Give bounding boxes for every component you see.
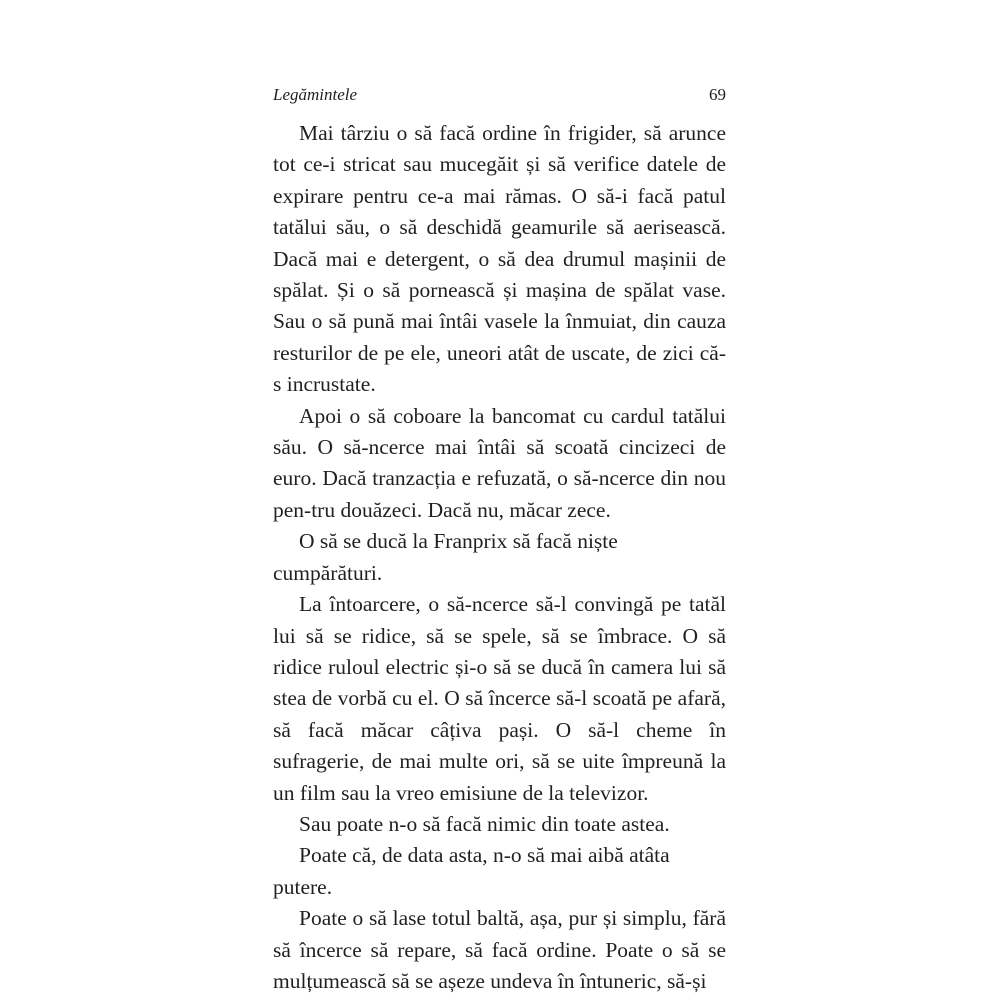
paragraph-maybe-nothing: Sau poate n-o să facă nimic din toate astea. <box>299 811 670 836</box>
running-head <box>273 84 726 110</box>
paragraph-fridge-cleaning: Mai târziu o să facă ordine în frigider, să arunce tot ce-i stricat sau mucegăit și să verifice datele de expirare pentru ce-a mai rămas. O să-i facă patul tatălui său, o să deschidă geamurile să aerisească. Dacă mai e detergent, o să dea drumul mașinii de spălat. Și o să pornească și mașina de spălat vase. Sau o să pună mai întâi vasele la înmuiat, din cauza resturilor de pe ele, uneori atât de uscate, de zici că-s incrustate. <box>273 121 726 397</box>
paragraph-no-strength: Poate că, de data asta, n-o să mai aibă atâta putere. <box>273 843 670 899</box>
paragraph-franprix: O să se ducă la Franprix să facă niște cumpărături. <box>273 529 618 585</box>
paragraph-return-home: La întoarcere, o să-ncerce să-l convingă pe tatăl lui să se ridice, să se spele, să se îmbrace. O să ridice ruloul electric și-o să se ducă în camera lui să stea de vorbă cu el. O să încerce să-l scoată pe afară, să facă măcar câțiva pași. O să-l cheme în sufragerie, de mai multe ori, să se uite împreună la un film sau la vreo emisiune de la televizor. <box>273 592 726 805</box>
body-text <box>273 118 726 997</box>
paragraph-let-go: Poate o să lase totul baltă, așa, pur și simplu, fără să încerce să repare, să facă ordine. Poate o să se mulțumească să se așeze undeva în întuneric, să-și <box>273 906 726 993</box>
paragraph-atm-withdrawal: Apoi o să coboare la bancomat cu cardul tatălui său. O să-ncerce mai întâi să scoată cincizeci de euro. Dacă tranzacția e refuzată, o să-ncerce din nou pen-tru douăzeci. Dacă nu, măcar zece. <box>273 403 726 522</box>
running-title: Legămintele <box>273 85 358 104</box>
page-number: 69 <box>709 85 726 104</box>
